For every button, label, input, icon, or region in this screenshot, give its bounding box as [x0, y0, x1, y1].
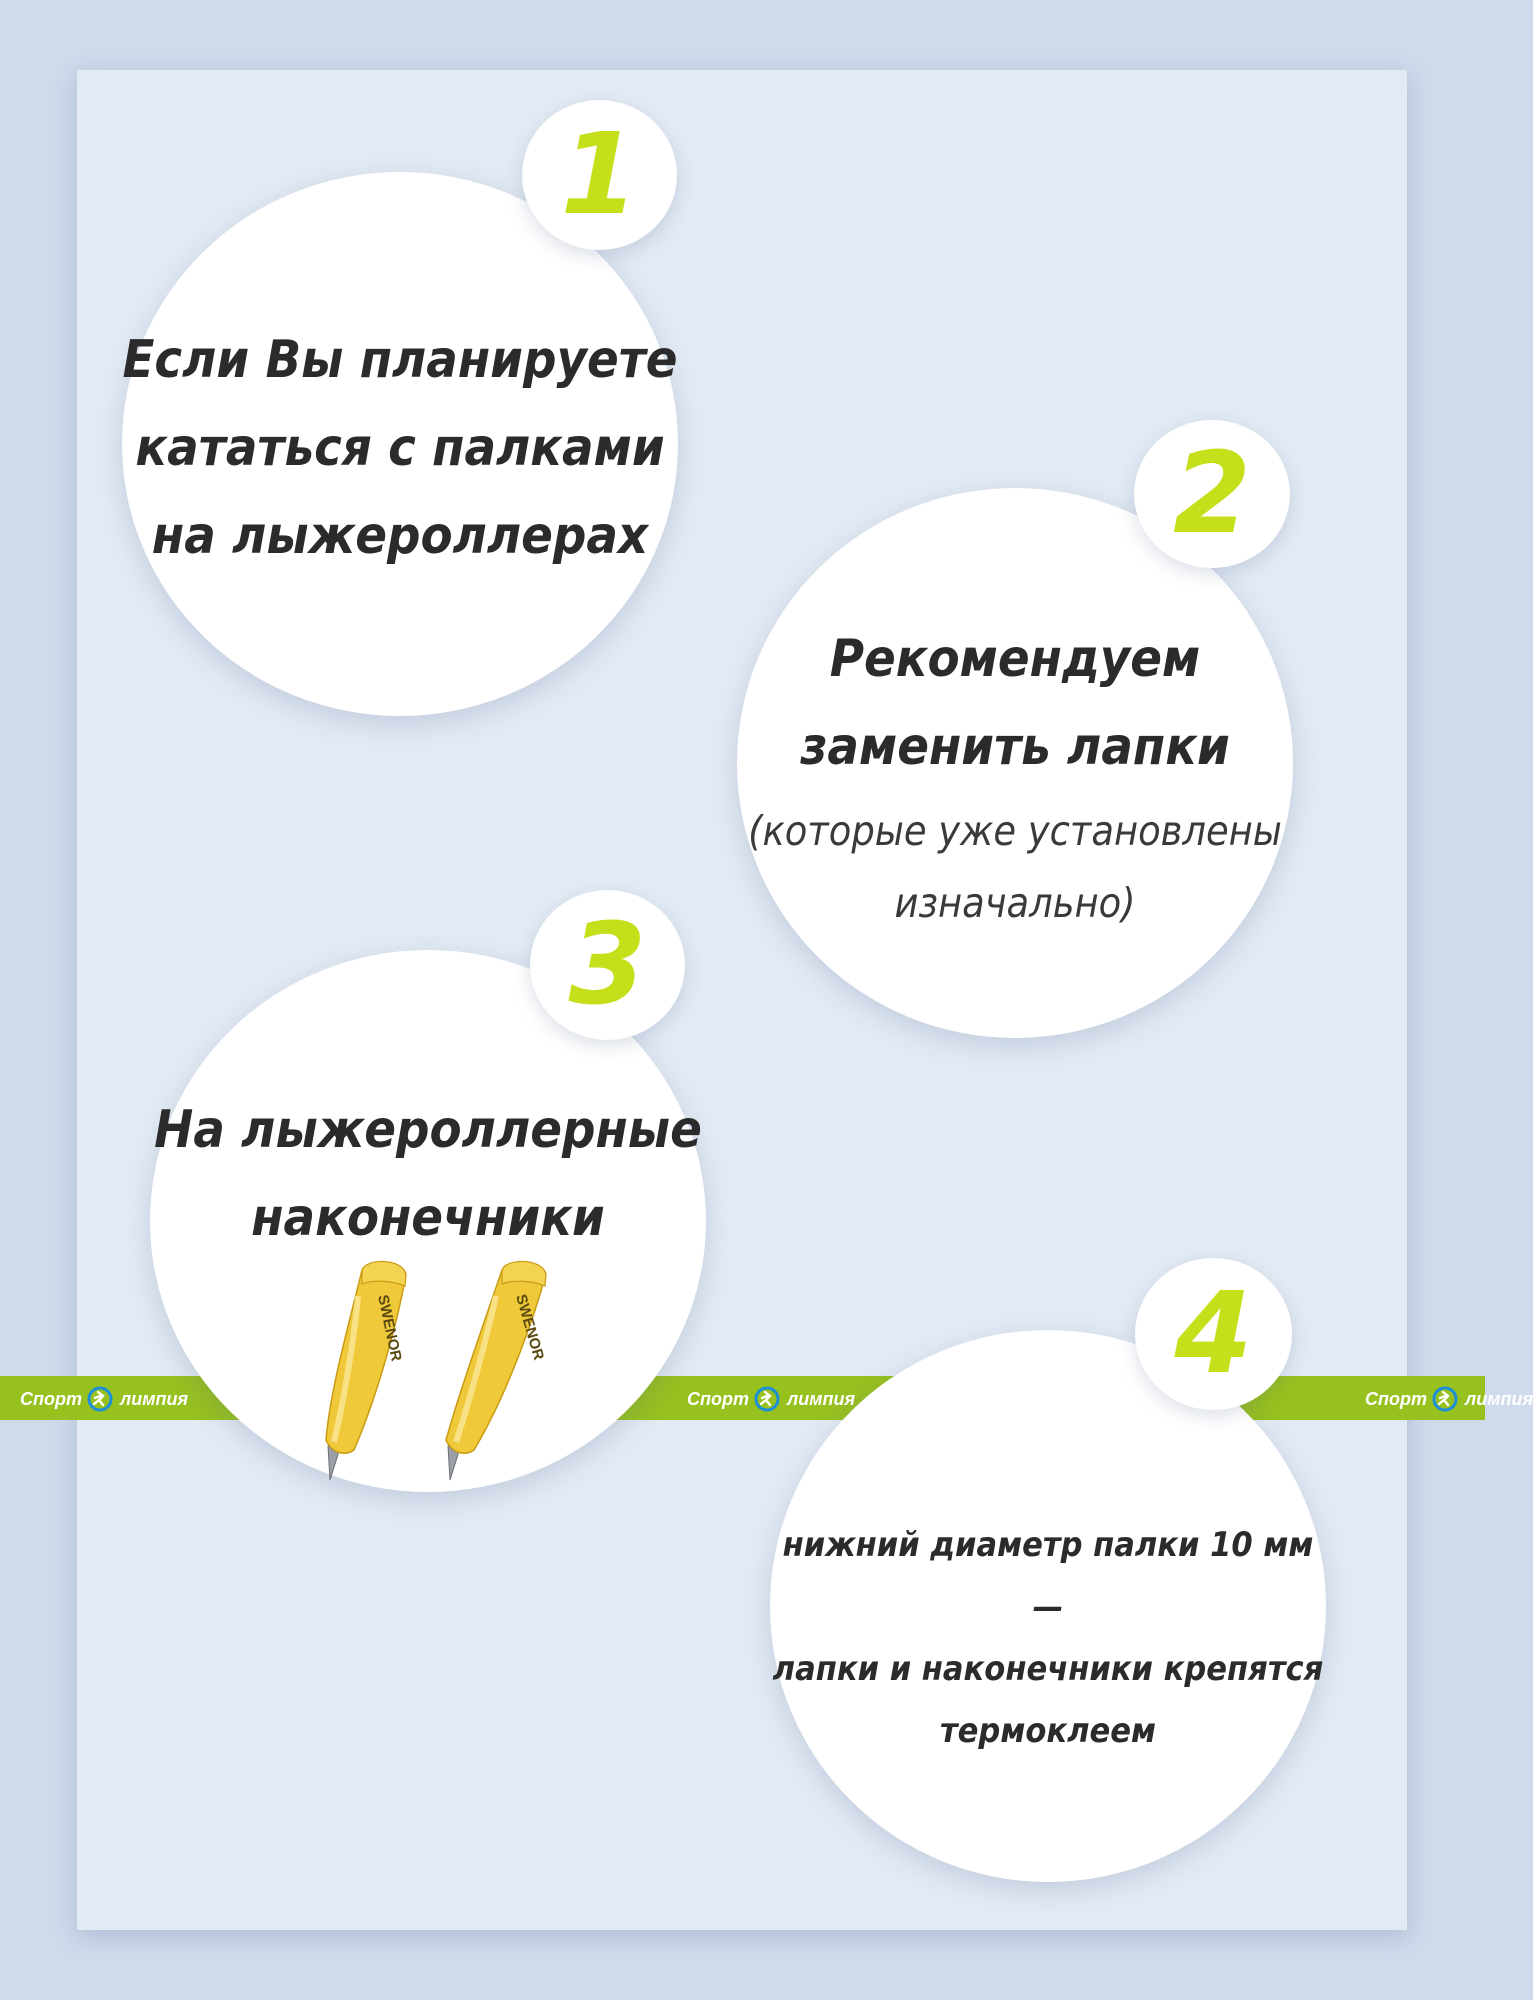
step-text-line: лапки и наконечники крепятся: [772, 1649, 1324, 1689]
runner-o-icon: [1431, 1386, 1461, 1412]
step-4-number: [1135, 1258, 1292, 1410]
step-text-line: На лыжероллерные: [154, 1100, 702, 1160]
step-note-line: изначально): [894, 879, 1136, 927]
step-number-text: 2: [1173, 429, 1251, 559]
brand-logo: [1365, 1386, 1533, 1412]
step-text-line: Если Вы планируете: [122, 330, 678, 390]
step-2-number: [1134, 420, 1290, 568]
roller-tips-image: [310, 1250, 610, 1490]
step-text-line: кататься с палками: [135, 418, 665, 478]
step-4-text: [770, 1514, 1326, 1762]
step-3-number: [530, 890, 685, 1040]
brand-label-left: SWENOR: [374, 1293, 405, 1363]
step-2-text: [737, 615, 1293, 791]
roller-tip-left: [326, 1261, 406, 1480]
step-2-note: [737, 795, 1293, 939]
brand-logo-text-right: лимпия: [120, 1388, 189, 1409]
step-text-line: —: [1032, 1587, 1064, 1627]
brand-logo-text-right: лимпия: [1465, 1388, 1533, 1409]
step-text-line: термоклеем: [939, 1711, 1157, 1751]
step-1-text: [122, 316, 678, 580]
step-text-line: нижний диаметр палки 10 мм: [782, 1525, 1314, 1565]
brand-logo: [687, 1386, 855, 1412]
step-text-line: заменить лапки: [800, 717, 1230, 777]
step-note-line: (которые уже установлены: [748, 807, 1282, 855]
step-number-text: 1: [560, 110, 639, 240]
step-text-line: наконечники: [251, 1188, 605, 1248]
runner-o-icon: [753, 1386, 783, 1412]
step-number-text: 4: [1174, 1269, 1253, 1399]
brand-label-right: SWENOR: [512, 1292, 548, 1362]
brand-logo-text-right: лимпия: [787, 1388, 856, 1409]
step-text-line: на лыжероллерах: [151, 506, 649, 566]
step-number-text: 3: [568, 900, 647, 1030]
brand-logo-text-left: Спорт: [687, 1388, 749, 1409]
roller-tip-right: [446, 1261, 547, 1480]
brand-logo-text-left: Спорт: [20, 1388, 82, 1409]
brand-logo-text-left: Спорт: [1365, 1388, 1427, 1409]
step-text-line: Рекомендуем: [829, 629, 1201, 689]
brand-logo: [20, 1386, 188, 1412]
runner-o-icon: [86, 1386, 116, 1412]
step-3-text: [150, 1086, 706, 1262]
step-1-number: [522, 100, 677, 250]
